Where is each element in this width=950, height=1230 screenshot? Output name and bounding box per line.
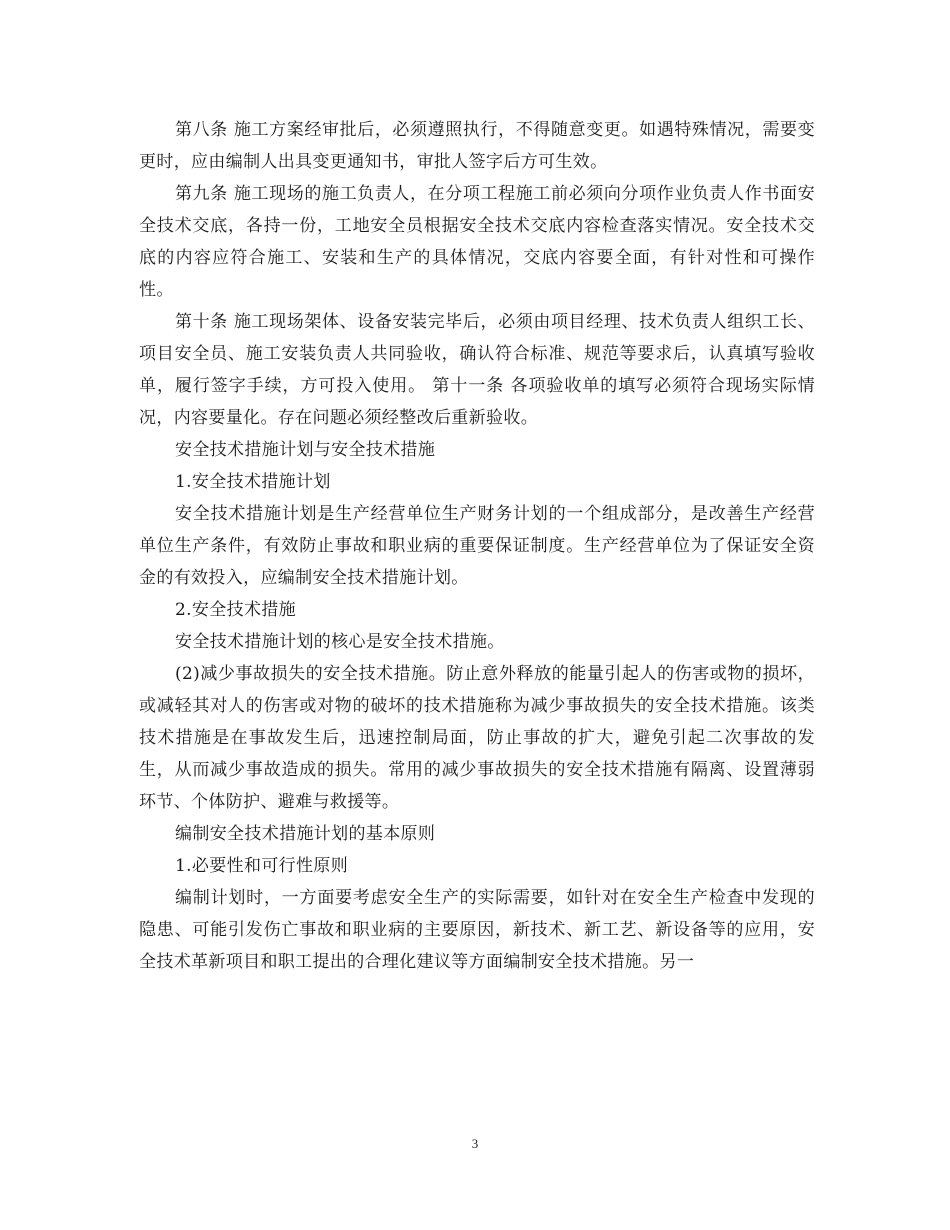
- subheading-plan: 1.安全技术措施计划: [175, 472, 331, 492]
- paragraph-article-9: 第九条 施工现场的施工负责人，在分项工程施工前必须向分项作业负责人作书面安全技术交底，各持一份，工地安全员根据安全技术交底内容检查落实情况。安全技术交底的内容应符合施工、安装和生产的具体情况，交底内容要全面，有针对性和可操作性。: [139, 184, 815, 300]
- paragraph-measures-core: 安全技术措施计划的核心是安全技术措施。: [175, 632, 505, 652]
- paragraph-article-10-11: 第十条 施工现场架体、设备安装完毕后，必须由项目经理、技术负责人组织工长、项目安全员、施工安装负责人共同验收，确认符合标准、规范等要求后，认真填写验收单，履行签字手续，方可投入使用。 第十一条 各项验收单的填写必须符合现场实际情况，内容要量化。存在问题必须经整改后重新验收。: [139, 312, 815, 428]
- paragraph-article-8: 第八条 施工方案经审批后，必须遵照执行，不得随意变更。如遇特殊情况，需要变更时，应由编制人出具变更通知书，审批人签字后方可生效。: [139, 120, 815, 172]
- document-body: [139, 114, 815, 978]
- page-number: 3: [471, 1136, 479, 1151]
- paragraph-plan-definition: 安全技术措施计划是生产经营单位生产财务计划的一个组成部分，是改善生产经营单位生产条件，有效防止事故和职业病的重要保证制度。生产经营单位为了保证安全资金的有效投入，应编制安全技术措施计划。: [139, 504, 815, 588]
- subheading-measures: 2.安全技术措施: [175, 600, 297, 620]
- section-heading-plan-and-measures: 安全技术措施计划与安全技术措施: [175, 440, 436, 460]
- subheading-necessity-feasibility: 1.必要性和可行性原则: [175, 856, 349, 876]
- paragraph-compilation: 编制计划时，一方面要考虑安全生产的实际需要，如针对在安全生产检查中发现的隐患、可能引发伤亡事故和职业病的主要原因，新技术、新工艺、新设备等的应用，安全技术革新项目和职工提出的合理化建议等方面编制安全技术措施。另一: [139, 888, 815, 972]
- paragraph-loss-reduction: (2)减少事故损失的安全技术措施。防止意外释放的能量引起人的伤害或物的损坏，或减轻其对人的伤害或对物的破坏的技术措施称为减少事故损失的安全技术措施。该类技术措施是在事故发生后，迅速控制局面，防止事故的扩大，避免引起二次事故的发生，从而减少事故造成的损失。常用的减少事故损失的安全技术措施有隔离、设置薄弱环节、个体防护、避难与救援等。: [139, 664, 815, 812]
- section-heading-principles: 编制安全技术措施计划的基本原则: [175, 824, 436, 844]
